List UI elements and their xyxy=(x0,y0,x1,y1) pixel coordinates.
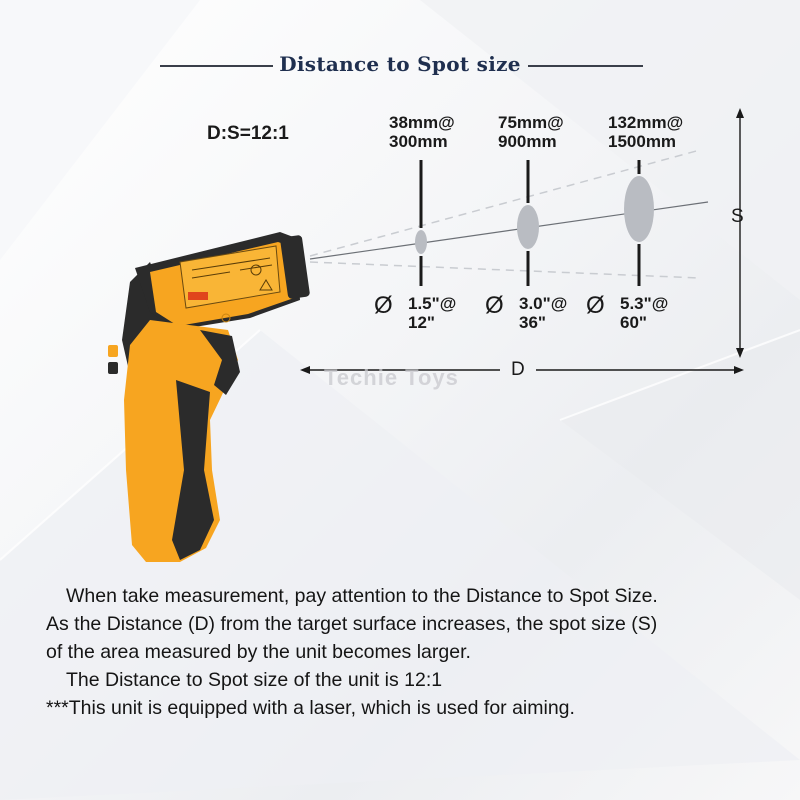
spot-3-imperial-distance: 60" xyxy=(620,313,647,332)
description-line-5: ***This unit is equipped with a laser, which is used for aiming. xyxy=(46,697,575,719)
spot-1-metric-size: 38mm@ xyxy=(389,113,455,132)
spot-1-metric-distance: 300mm xyxy=(389,132,448,151)
page-title: Distance to Spot size xyxy=(279,52,521,76)
s-axis-label: S xyxy=(731,206,744,227)
spot-3-imperial xyxy=(586,292,669,332)
description-line-2: As the Distance (D) from the target surface increases, the spot size (S) xyxy=(46,613,658,635)
spot-3-metric-size: 132mm@ xyxy=(608,113,684,132)
ratio-label: D:S=12:1 xyxy=(207,123,289,144)
diameter-icon: Ø xyxy=(374,292,393,319)
spot-3 xyxy=(624,176,654,242)
spot-2-imperial xyxy=(485,292,568,332)
spot-2 xyxy=(517,205,539,249)
description-line-3: of the area measured by the unit becomes larger. xyxy=(46,641,471,663)
spot-2-metric-distance: 900mm xyxy=(498,132,557,151)
description-line-1: When take measurement, pay attention to the Distance to Spot Size. xyxy=(66,585,658,607)
spot-2-diameter: 3.0"@ xyxy=(519,294,568,313)
spot-2-imperial-distance: 36" xyxy=(519,313,546,332)
spot-2-metric xyxy=(498,113,564,151)
diameter-icon: Ø xyxy=(586,292,605,319)
infrared-thermometer-gun-icon xyxy=(108,232,310,562)
description xyxy=(46,582,766,722)
s-dimension xyxy=(736,108,744,358)
spot-1 xyxy=(415,230,427,254)
spot-1-imperial-distance: 12" xyxy=(408,313,435,332)
diameter-icon: Ø xyxy=(485,292,504,319)
spot-1-metric xyxy=(389,113,455,151)
spot-2-metric-size: 75mm@ xyxy=(498,113,564,132)
watermark: Techie Toys xyxy=(324,365,459,390)
description-line-4: The Distance to Spot size of the unit is 12:1 xyxy=(66,669,443,691)
spot-1-diameter: 1.5"@ xyxy=(408,294,457,313)
spot-3-diameter: 5.3"@ xyxy=(620,294,669,313)
d-axis-label: D xyxy=(511,359,525,380)
spot-3-metric-distance: 1500mm xyxy=(608,132,677,151)
spot-3-metric xyxy=(608,113,683,151)
spot-1-imperial xyxy=(374,292,457,332)
